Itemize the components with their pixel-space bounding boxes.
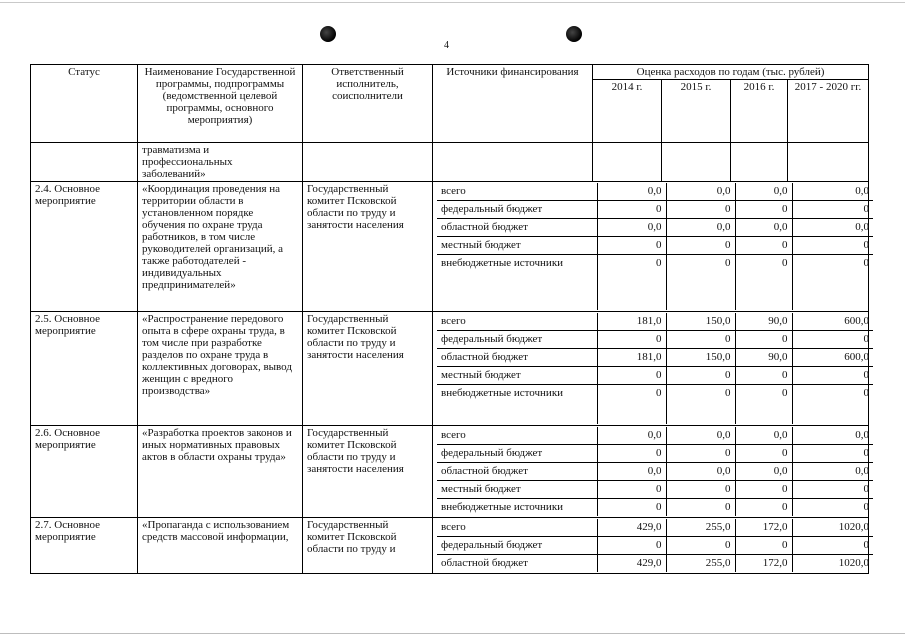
sources-subtable (437, 313, 873, 424)
amount-cell: 0 (735, 537, 792, 555)
source-row (437, 385, 873, 425)
responsible-cell: Государственный комитет Псковской области по труду и (303, 518, 433, 574)
amount-cell: 0 (666, 237, 735, 255)
amount-cell: 0 (792, 201, 873, 219)
amount-cell: 0,0 (792, 183, 873, 201)
amount-cell: 0 (597, 385, 666, 425)
amount-cell: 0,0 (597, 183, 666, 201)
source-label: внебюджетные источники (437, 255, 597, 311)
source-row (437, 427, 873, 445)
amount-cell: 0 (666, 331, 735, 349)
amount-cell: 0 (666, 537, 735, 555)
source-row (437, 201, 873, 219)
source-label: всего (437, 313, 597, 331)
amount-cell: 0 (735, 481, 792, 499)
amount-cell: 0 (863, 257, 869, 269)
source-label: областной бюджет (437, 463, 597, 481)
source-row (437, 237, 873, 255)
amount-cell: 0 (735, 367, 792, 385)
responsible-cell: Государственный комитет Псковской области по труду и занятости населения (303, 182, 433, 312)
source-label: федеральный бюджет (437, 331, 597, 349)
header-sources: Источники финансирования (433, 65, 593, 143)
amount-cell: 255,0 (666, 555, 735, 573)
table-row (31, 426, 869, 518)
header-year: 2017 - 2020 гг. (788, 80, 869, 143)
name-cell: «Разработка проектов законов и иных нормативных правовых актов в области охраны труда» (138, 426, 303, 518)
source-row (437, 445, 873, 463)
amount-cell: 181,0 (597, 313, 666, 331)
header-year: 2015 г. (662, 80, 731, 143)
header-status: Статус (31, 65, 138, 143)
amount-cell: 0 (863, 501, 869, 513)
amount-cell: 0 (597, 331, 666, 349)
amount-cell: 0,0 (792, 427, 873, 445)
amount-cell: 0,0 (666, 219, 735, 237)
source-row (437, 349, 873, 367)
amount-cell: 1020,0 (792, 519, 873, 537)
source-label: федеральный бюджет (437, 445, 597, 463)
sources-subtable (437, 427, 873, 516)
source-row (437, 463, 873, 481)
amount-cell: 0,0 (735, 427, 792, 445)
sources-cell (433, 518, 869, 574)
amount-cell: 0 (597, 481, 666, 499)
source-label: областной бюджет (437, 219, 597, 237)
header-cost-group: Оценка расходов по годам (тыс. рублей) (593, 65, 869, 80)
source-row (437, 537, 873, 555)
amount-cell: 0 (735, 445, 792, 463)
amount-cell: 0 (597, 255, 666, 311)
header-responsible: Ответственный исполнитель, соисполнители (303, 65, 433, 143)
amount-cell: 0 (792, 481, 873, 499)
source-label: федеральный бюджет (437, 201, 597, 219)
amount-cell: 0 (597, 367, 666, 385)
source-label: местный бюджет (437, 237, 597, 255)
amount-cell: 0 (666, 385, 735, 425)
responsible-cell: Государственный комитет Псковской области по труду и занятости населения (303, 312, 433, 426)
amount-cell: 600,0 (792, 349, 873, 367)
value-cell (731, 143, 788, 182)
source-label: всего (437, 183, 597, 201)
header-year: 2014 г. (593, 80, 662, 143)
amount-cell: 0 (735, 201, 792, 219)
amount-cell: 0 (735, 255, 792, 311)
header-year: 2016 г. (731, 80, 788, 143)
value-cell (662, 143, 731, 182)
table-row (31, 182, 869, 312)
amount-cell: 0 (735, 331, 792, 349)
value-cell (788, 143, 869, 182)
amount-cell: 0 (792, 237, 873, 255)
amount-cell: 0 (666, 445, 735, 463)
status-cell: 2.6. Основное мероприятие (31, 426, 138, 518)
name-cell: травматизма и профессиональных заболеваний» (138, 143, 303, 182)
name-cell: «Пропаганда с использованием средств массовой информации, (138, 518, 303, 574)
amount-cell: 0 (666, 499, 735, 517)
amount-cell: 0,0 (666, 427, 735, 445)
source-row (437, 255, 873, 311)
amount-cell: 0 (666, 255, 735, 311)
source-label: внебюджетные источники (437, 499, 597, 517)
responsible-cell: Государственный комитет Псковской области по труду и занятости населения (303, 426, 433, 518)
table-row (31, 518, 869, 574)
amount-cell: 600,0 (792, 313, 873, 331)
source-row (437, 519, 873, 537)
amount-cell: 0 (792, 445, 873, 463)
source-row (437, 555, 873, 573)
amount-cell: 0,0 (597, 219, 666, 237)
amount-cell: 0,0 (792, 219, 873, 237)
amount-cell: 0 (597, 537, 666, 555)
amount-cell: 0,0 (735, 183, 792, 201)
source-label: областной бюджет (437, 555, 597, 573)
amount-cell: 429,0 (597, 555, 666, 573)
amount-cell: 0,0 (666, 463, 735, 481)
amount-cell: 0 (792, 367, 873, 385)
amount-cell: 0,0 (735, 219, 792, 237)
continuation-row (31, 143, 869, 182)
amount-cell: 172,0 (735, 519, 792, 537)
amount-cell: 0 (735, 385, 792, 425)
table-row (31, 312, 869, 426)
page-bottom-rule (0, 633, 905, 634)
header-row (31, 65, 869, 80)
amount-cell: 0,0 (735, 463, 792, 481)
name-cell: «Распространение передового опыта в сфере охраны труда, в том числе при разработке разделов по охране труда в коллективных договорах, вывод женщин с вредного производства» (138, 312, 303, 426)
source-row (437, 499, 873, 517)
source-label: внебюджетные источники (437, 385, 597, 425)
sources-subtable (437, 183, 873, 310)
sources-cell (433, 182, 869, 312)
amount-cell: 150,0 (666, 313, 735, 331)
amount-cell: 0,0 (792, 463, 873, 481)
amount-cell: 181,0 (597, 349, 666, 367)
amount-cell: 0,0 (597, 427, 666, 445)
amount-cell: 172,0 (735, 555, 792, 573)
amount-cell: 0 (735, 499, 792, 517)
page-number: 4 (444, 40, 449, 51)
source-label: федеральный бюджет (437, 537, 597, 555)
responsible-cell (303, 143, 433, 182)
amount-cell: 0 (597, 445, 666, 463)
amount-cell: 0 (666, 481, 735, 499)
source-label: всего (437, 519, 597, 537)
status-cell: 2.7. Основное мероприятие (31, 518, 138, 574)
amount-cell: 0 (735, 237, 792, 255)
binder-hole-icon (320, 26, 336, 42)
source-label: местный бюджет (437, 367, 597, 385)
value-cell (593, 143, 662, 182)
header-name: Наименование Государственной программы, подпрограммы (ведомственной целевой программы, основного мероприятия) (138, 65, 303, 143)
binder-hole-icon (566, 26, 582, 42)
status-cell: 2.4. Основное мероприятие (31, 182, 138, 312)
amount-cell: 0 (792, 537, 873, 555)
amount-cell: 429,0 (597, 519, 666, 537)
amount-cell: 90,0 (735, 313, 792, 331)
amount-cell: 90,0 (735, 349, 792, 367)
source-label: всего (437, 427, 597, 445)
amount-cell: 150,0 (666, 349, 735, 367)
status-cell: 2.5. Основное мероприятие (31, 312, 138, 426)
source-row (437, 481, 873, 499)
page-top-rule (0, 2, 905, 3)
amount-cell: 1020,0 (838, 557, 869, 569)
amount-cell: 0 (792, 331, 873, 349)
sources-cell (433, 143, 593, 182)
source-label: местный бюджет (437, 481, 597, 499)
amount-cell: 0,0 (666, 183, 735, 201)
amount-cell: 0 (666, 201, 735, 219)
sources-subtable (437, 519, 873, 572)
sources-cell (433, 426, 869, 518)
source-row (437, 367, 873, 385)
expenses-table (30, 64, 869, 574)
amount-cell: 0 (863, 387, 869, 399)
source-row (437, 219, 873, 237)
source-row (437, 183, 873, 201)
amount-cell: 0 (666, 367, 735, 385)
name-cell: «Координация проведения на территории области в установленном порядке обучения по охране труда работников, в том числе руководителей организаций, а также работодателей - индивидуальных предпринимателей» (138, 182, 303, 312)
source-label: областной бюджет (437, 349, 597, 367)
sources-cell (433, 312, 869, 426)
status-cell (31, 143, 138, 182)
source-row (437, 331, 873, 349)
amount-cell: 0 (597, 499, 666, 517)
amount-cell: 0 (597, 237, 666, 255)
amount-cell: 255,0 (666, 519, 735, 537)
amount-cell: 0 (597, 201, 666, 219)
amount-cell: 0,0 (597, 463, 666, 481)
source-row (437, 313, 873, 331)
